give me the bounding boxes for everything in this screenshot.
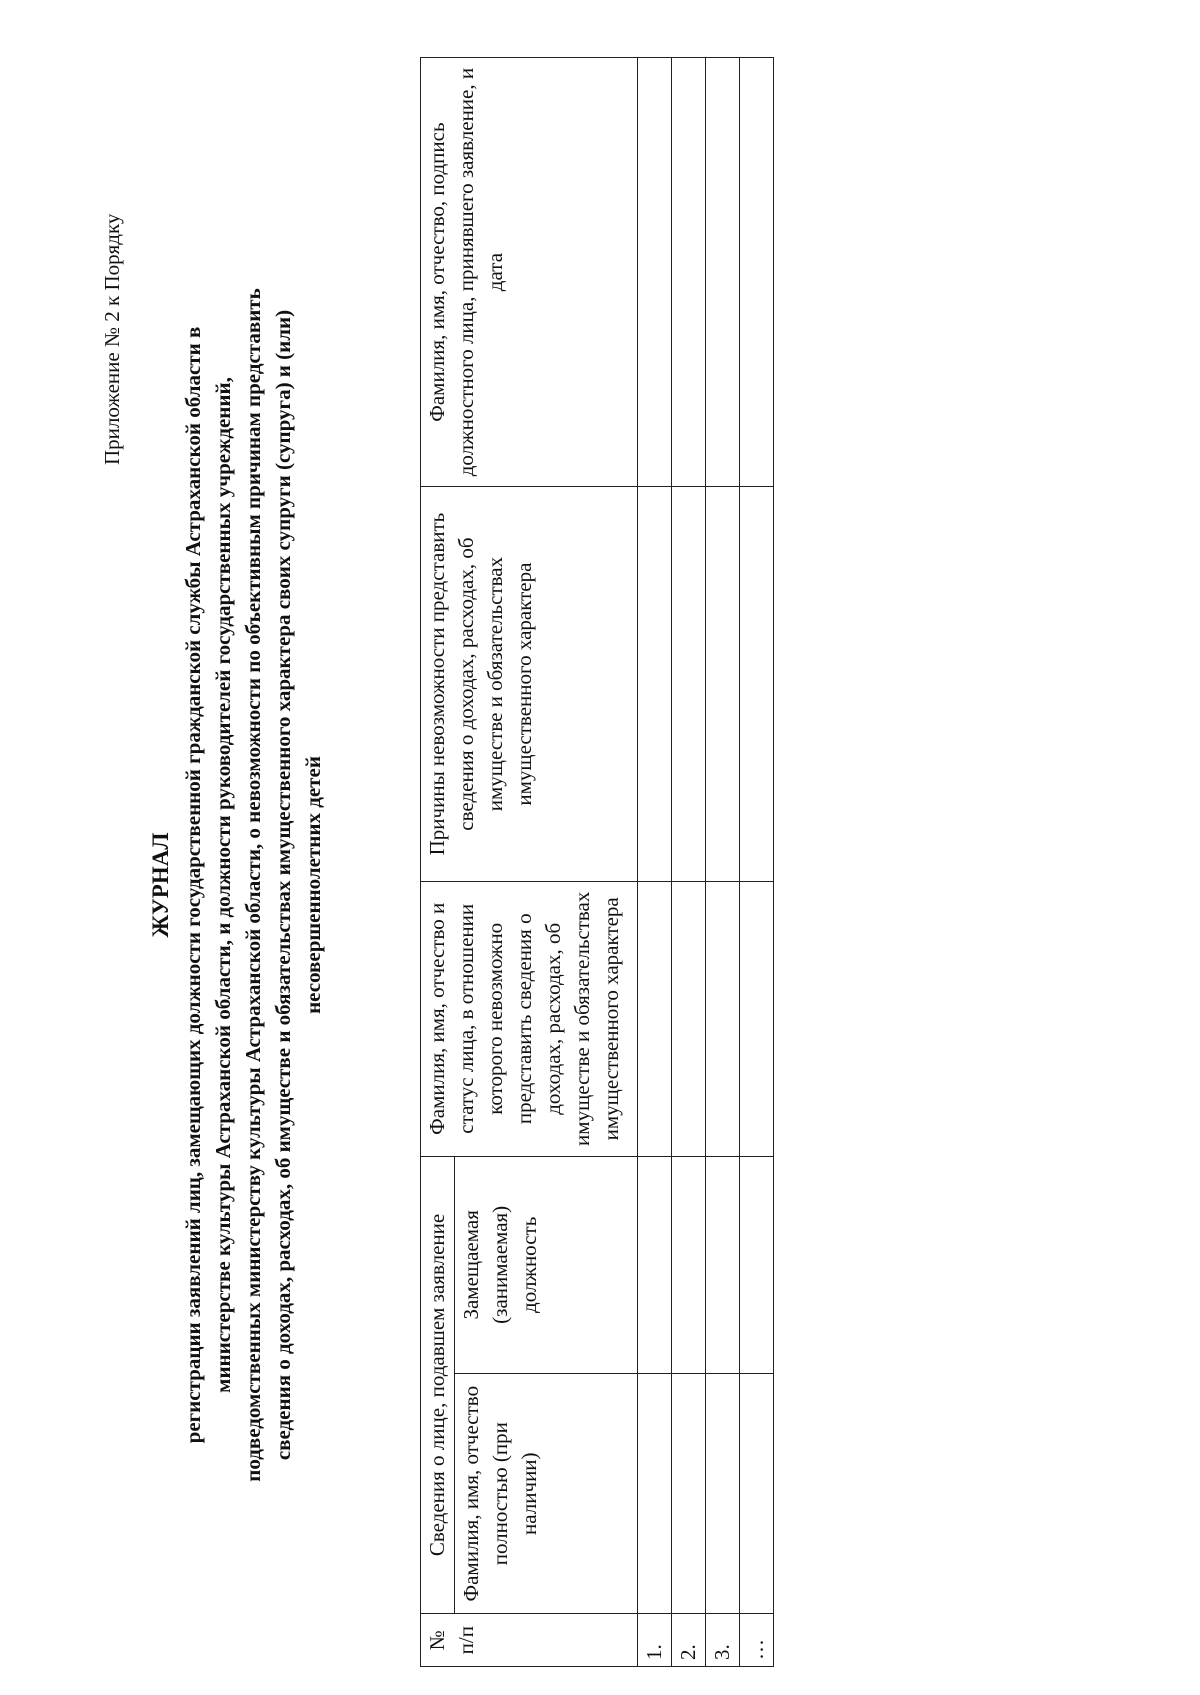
row-number: 2. <box>672 1614 706 1667</box>
header-signature: Фамилия, имя, отчество, подпись должностного лица, принявшего заявление, и дата <box>421 58 638 487</box>
table-cell <box>706 58 740 487</box>
header-status: Фамилия, имя, отчество и статус лица, в отношении которого невозможно представить сведения о доходах, расходах, об имуществе и обязательствах имущественного характера <box>421 881 638 1156</box>
document-title: ЖУРНАЛ <box>148 832 173 938</box>
table-cell <box>672 487 706 882</box>
table-cell <box>706 487 740 882</box>
table-cell <box>740 58 774 487</box>
table-cell <box>672 58 706 487</box>
table-cell <box>638 58 672 487</box>
table-row <box>672 58 706 1667</box>
table-cell <box>706 1374 740 1614</box>
table-cell <box>638 881 672 1156</box>
row-number: 3. <box>706 1614 740 1667</box>
table-row <box>706 58 740 1667</box>
header-fio: Фамилия, имя, отчество полностью (при наличии) <box>455 1374 638 1614</box>
table-cell <box>706 1156 740 1373</box>
title-block <box>148 135 328 1635</box>
row-number: … <box>740 1614 774 1667</box>
table-cell <box>740 881 774 1156</box>
table-cell <box>638 1374 672 1614</box>
table-cell <box>740 487 774 882</box>
annex-label: Приложение № 2 к Порядку <box>100 213 124 465</box>
table-row <box>740 58 774 1667</box>
table-cell <box>740 1374 774 1614</box>
header-number: № п/п <box>421 1614 638 1667</box>
table-cell <box>672 1374 706 1614</box>
table-cell <box>672 1156 706 1373</box>
header-reasons: Причины невозможности представить сведения о доходах, расходах, об имуществе и обязательствах имущественного характера <box>421 487 638 882</box>
table-row <box>638 58 672 1667</box>
journal-table <box>420 57 774 1667</box>
header-position: Замещаемая (занимаемая) должность <box>455 1156 638 1373</box>
table-cell <box>740 1156 774 1373</box>
header-applicant-group: Сведения о лице, подавшем заявление <box>421 1156 455 1614</box>
table-cell <box>706 881 740 1156</box>
table-cell <box>638 487 672 882</box>
table-cell <box>672 881 706 1156</box>
document-subtitle: регистрации заявлений лиц, замещающих должности государственной гражданской службы Астраханской области в министерстве культуры Астраханской области, и должности руководителей государственных учреждений, подведомственных министерству культуры Астраханской области, о невозможности по объективным причинам представить сведения о доходах, расходах, об имуществе и обязательствах имущественного характера своих супруги (супруга) и (или) несовершеннолетних детей <box>181 288 325 1482</box>
table-cell <box>638 1156 672 1373</box>
row-number: 1. <box>638 1614 672 1667</box>
